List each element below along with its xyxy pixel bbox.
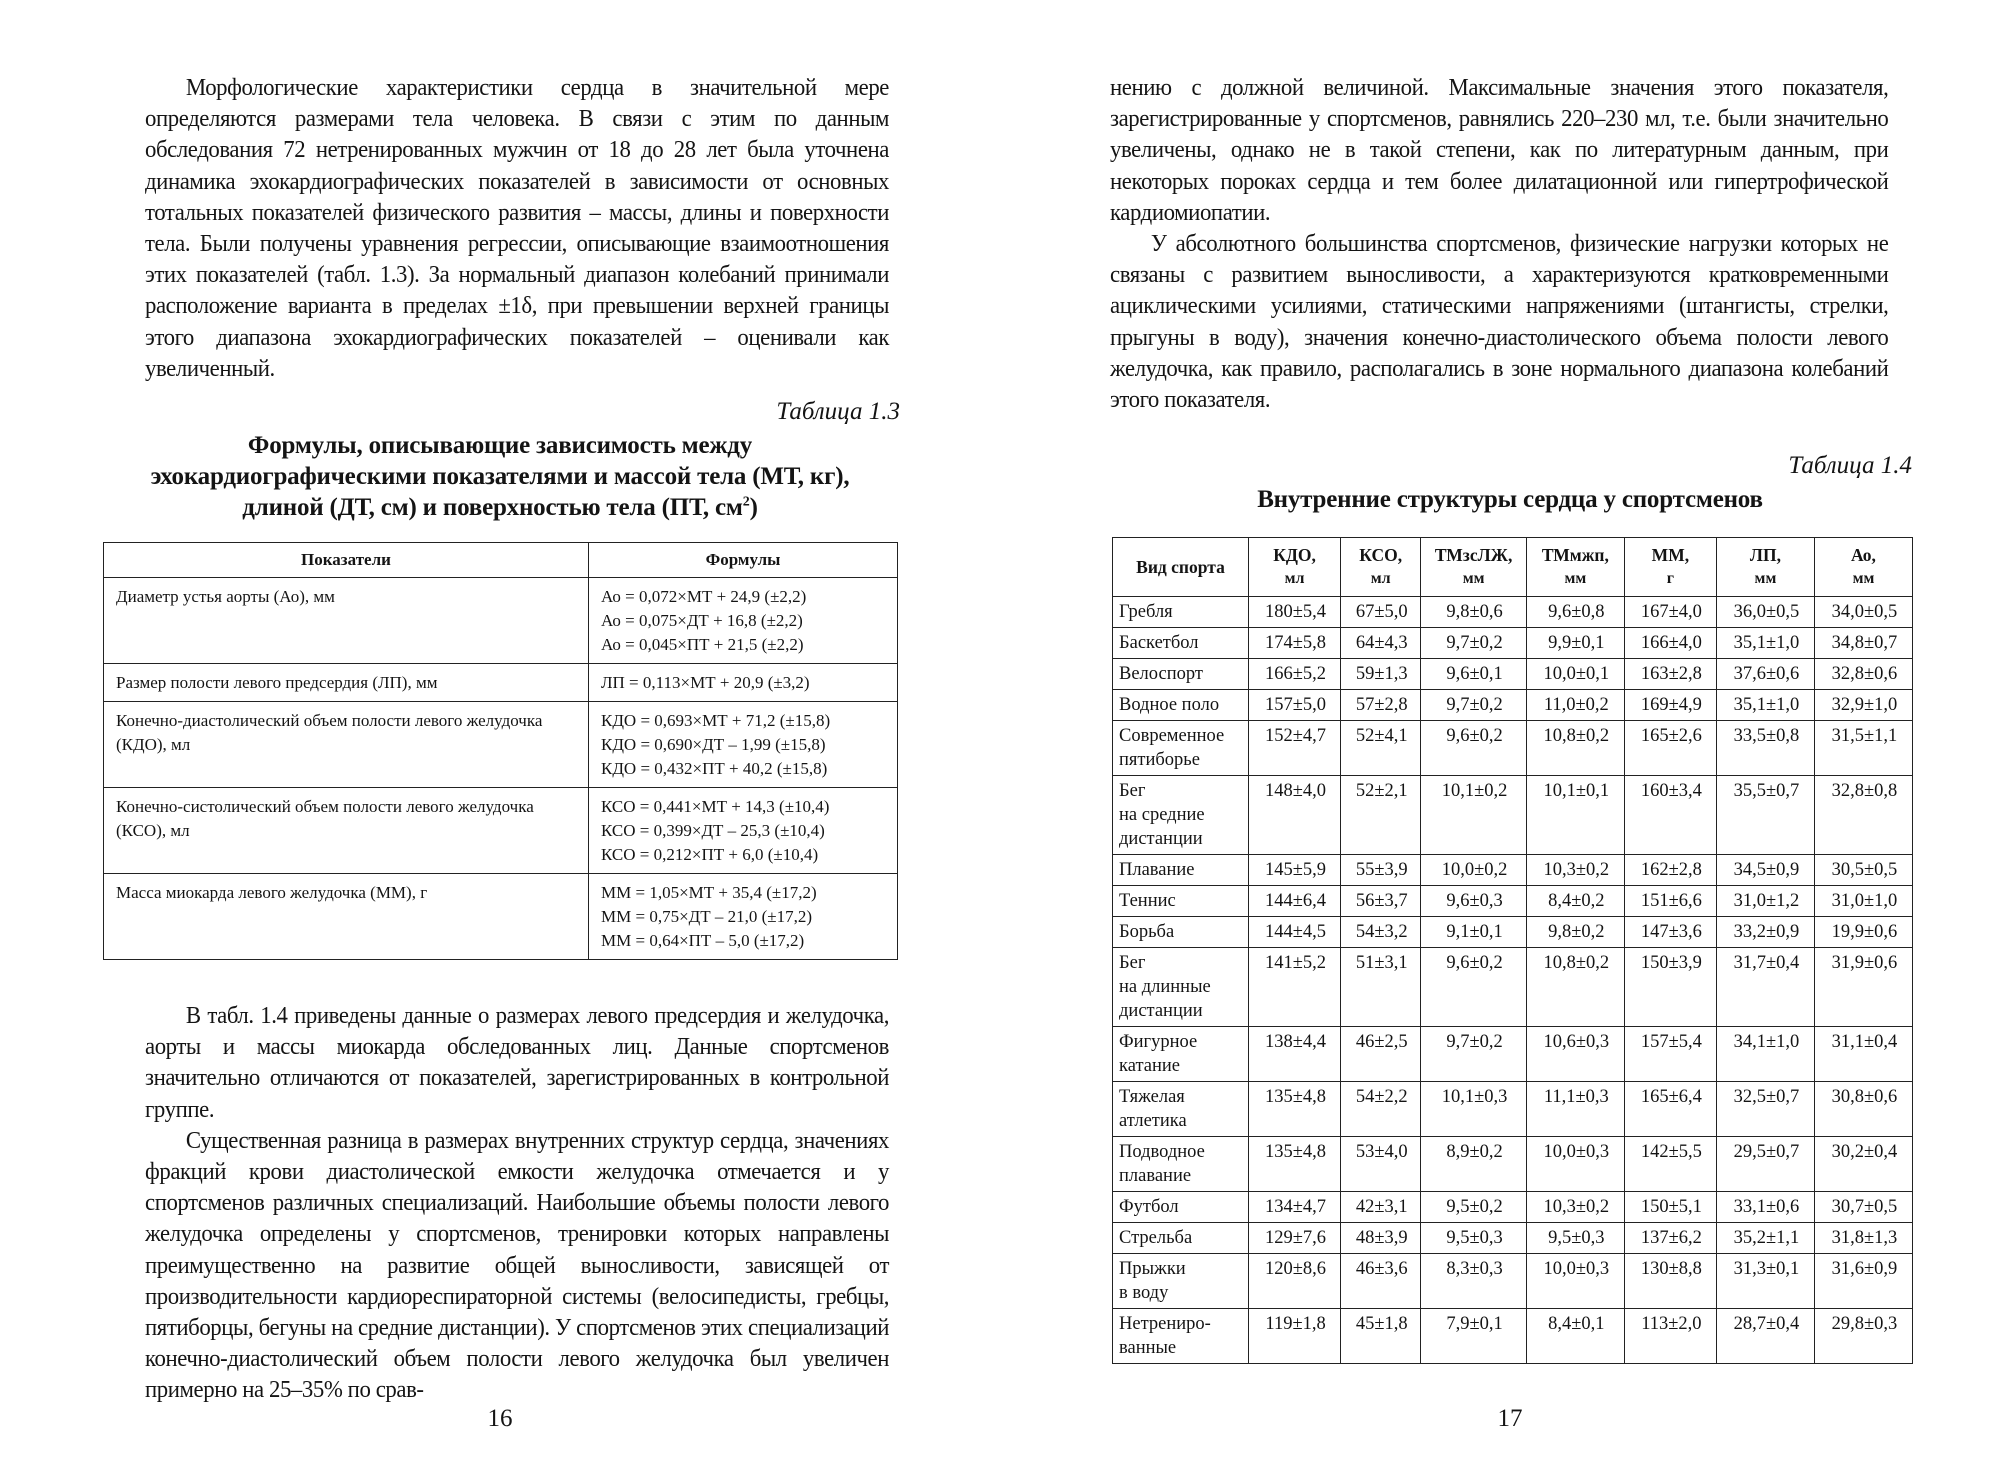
value-cell: 120±8,6 (1249, 1254, 1341, 1309)
table-title-line: эхокардиографическими показателями и массой тела (МТ, кг), (150, 463, 850, 490)
value-cell: 163±2,8 (1624, 659, 1716, 690)
sport-cell (1113, 628, 1249, 659)
sport-cell (1113, 1192, 1249, 1223)
table-title-line (100, 492, 900, 523)
value-cell: 134±4,7 (1249, 1192, 1341, 1223)
value-cell: 9,9±0,1 (1526, 628, 1624, 659)
value-cell: 157±5,0 (1249, 690, 1341, 721)
value-cell: 64±4,3 (1341, 628, 1421, 659)
value-cell: 30,5±0,5 (1814, 855, 1912, 886)
table-row (1113, 690, 1913, 721)
value-cell: 32,5±0,7 (1716, 1082, 1814, 1137)
sport-name-line: Подводное (1119, 1142, 1205, 1162)
sport-name-line: плавание (1119, 1166, 1192, 1186)
sport-name-line: Баскетбол (1119, 633, 1199, 653)
sport-name-line: атлетика (1119, 1111, 1187, 1131)
table-row (1113, 628, 1913, 659)
value-cell: 167±4,0 (1624, 597, 1716, 628)
sport-cell (1113, 1223, 1249, 1254)
value-cell: 34,8±0,7 (1814, 628, 1912, 659)
value-cell: 29,5±0,7 (1716, 1137, 1814, 1192)
table-body (104, 578, 898, 960)
sport-name-line: Велоспорт (1119, 664, 1203, 684)
value-cell: 9,6±0,2 (1421, 721, 1526, 776)
value-cell: 11,1±0,3 (1526, 1082, 1624, 1137)
indicator-cell: Диаметр устья аорты (Ао), мм (104, 578, 589, 664)
formula-cell (589, 788, 898, 874)
value-cell: 48±3,9 (1341, 1223, 1421, 1254)
value-cell: 56±3,7 (1341, 886, 1421, 917)
value-cell: 129±7,6 (1249, 1223, 1341, 1254)
formula: Ао = 0,045×ПТ + 21,5 (±2,2) (601, 635, 804, 654)
header-unit: мм (1852, 570, 1875, 587)
table-1-4-label: Таблица 1.4 (1788, 452, 1912, 479)
header-unit: мм (1462, 570, 1485, 587)
value-cell: 165±2,6 (1624, 721, 1716, 776)
value-cell: 30,2±0,4 (1814, 1137, 1912, 1192)
sport-name-line: на длинные (1119, 977, 1211, 997)
table-row (1113, 597, 1913, 628)
sport-cell (1113, 948, 1249, 1027)
value-cell: 9,7±0,2 (1421, 1027, 1526, 1082)
formula-cell (589, 874, 898, 960)
value-cell: 162±2,8 (1624, 855, 1716, 886)
value-cell: 31,7±0,4 (1716, 948, 1814, 1027)
table-row (1113, 1082, 1913, 1137)
value-cell: 32,9±1,0 (1814, 690, 1912, 721)
value-cell: 33,2±0,9 (1716, 917, 1814, 948)
value-cell: 9,7±0,2 (1421, 690, 1526, 721)
sport-name-line: пятиборье (1119, 750, 1200, 770)
value-cell: 151±6,6 (1624, 886, 1716, 917)
value-cell: 165±6,4 (1624, 1082, 1716, 1137)
indicator-cell: Конечно-систолический объем полости левого желудочка (КСО), мл (104, 788, 589, 874)
sport-cell (1113, 1137, 1249, 1192)
value-cell: 10,3±0,2 (1526, 855, 1624, 886)
value-cell: 113±2,0 (1624, 1309, 1716, 1364)
value-cell: 11,0±0,2 (1526, 690, 1624, 721)
header-unit: мл (1370, 570, 1391, 587)
indicator-cell: Размер полости левого предсердия (ЛП), мм (104, 664, 589, 702)
table-1-3 (103, 542, 898, 960)
formula: КДО = 0,432×ПТ + 40,2 (±15,8) (601, 759, 828, 778)
value-cell: 180±5,4 (1249, 597, 1341, 628)
table-row (104, 664, 898, 702)
value-cell: 166±4,0 (1624, 628, 1716, 659)
column-header (1421, 538, 1526, 597)
formula: Ао = 0,072×МТ + 24,9 (±2,2) (601, 587, 807, 606)
value-cell: 10,0±0,2 (1421, 855, 1526, 886)
paragraph: Существенная разница в размерах внутренних структур сердца, значениях фракций крови диастолической емкости желудочка отмечается и у спортсменов различных специализаций. Наибольшие объемы полости левого желудочка определены у спортсменов, тренировки которых направлены преимущественно на развитие общей выносливости, зависящей от производительности кардиореспираторной системы (велосипедисты, гребцы, пятиборцы, бегуны на средние дистанции). У спортсменов этих специализаций конечно-диастолический объем полости левого желудочка был увеличен примерно на 25–35% по срав- (145, 1126, 890, 1404)
table-row (1113, 948, 1913, 1027)
sport-cell (1113, 721, 1249, 776)
value-cell: 51±3,1 (1341, 948, 1421, 1027)
table-1-4 (1112, 537, 1913, 1364)
value-cell: 152±4,7 (1249, 721, 1341, 776)
value-cell: 10,1±0,1 (1526, 776, 1624, 855)
value-cell: 31,5±1,1 (1814, 721, 1912, 776)
value-cell: 33,5±0,8 (1716, 721, 1814, 776)
table-1-3-label: Таблица 1.3 (776, 398, 900, 425)
indicator-cell: Конечно-диастолический объем полости левого желудочка (КДО), мл (104, 702, 589, 788)
value-cell: 45±1,8 (1341, 1309, 1421, 1364)
table-header-row (1113, 538, 1913, 597)
formula-cell (589, 578, 898, 664)
value-cell: 9,6±0,1 (1421, 659, 1526, 690)
table-header-row (104, 543, 898, 578)
value-cell: 10,6±0,3 (1526, 1027, 1624, 1082)
value-cell: 28,7±0,4 (1716, 1309, 1814, 1364)
page-number: 17 (1497, 1405, 1523, 1432)
value-cell: 31,0±1,0 (1814, 886, 1912, 917)
value-cell: 10,8±0,2 (1526, 721, 1624, 776)
table-row (1113, 855, 1913, 886)
column-header: Формулы (589, 543, 898, 578)
value-cell: 10,0±0,1 (1526, 659, 1624, 690)
value-cell: 9,5±0,3 (1526, 1223, 1624, 1254)
value-cell: 37,6±0,6 (1716, 659, 1814, 690)
value-cell: 137±6,2 (1624, 1223, 1716, 1254)
value-cell: 35,1±1,0 (1716, 690, 1814, 721)
value-cell: 8,3±0,3 (1421, 1254, 1526, 1309)
value-cell: 8,9±0,2 (1421, 1137, 1526, 1192)
table-row (1113, 1192, 1913, 1223)
sport-name-line: Нетрениро- (1119, 1314, 1211, 1334)
value-cell: 9,8±0,6 (1421, 597, 1526, 628)
value-cell: 174±5,8 (1249, 628, 1341, 659)
sport-cell (1113, 659, 1249, 690)
value-cell: 148±4,0 (1249, 776, 1341, 855)
value-cell: 31,0±1,2 (1716, 886, 1814, 917)
value-cell: 31,6±0,9 (1814, 1254, 1912, 1309)
table-row (104, 578, 898, 664)
paragraph: нению с должной величиной. Максимальные значения этого показателя, зарегистрированные у спортсменов, равнялись 220–230 мл, т.е. были значительно увеличены, однако не в такой степени, как по литературным данным, при некоторых пороках сердца и тем более дилатационной или гипертрофической кардиомиопатии. (1110, 74, 1889, 226)
value-cell: 9,7±0,2 (1421, 628, 1526, 659)
value-cell: 46±2,5 (1341, 1027, 1421, 1082)
value-cell: 10,1±0,3 (1421, 1082, 1526, 1137)
header-line: ТМзсЛЖ, (1434, 545, 1513, 565)
right-upper-text (1110, 72, 1888, 415)
paragraph: У абсолютного большинства спортсменов, физические нагрузки которых не связаны с развитием выносливости, а характеризуются кратковременными ациклическими усилиями, статическими напряжениями (штангисты, стрелки, прыгуны в воду), значения конечно-диастолического объема полости левого желудочка, как правило, располагались в зоне нормального диапазона колебаний этого показателя. (1110, 230, 1889, 414)
column-header (1624, 538, 1716, 597)
table-row (104, 702, 898, 788)
column-header (1814, 538, 1912, 597)
value-cell: 138±4,4 (1249, 1027, 1341, 1082)
value-cell: 35,2±1,1 (1716, 1223, 1814, 1254)
value-cell: 53±4,0 (1341, 1137, 1421, 1192)
value-cell: 33,1±0,6 (1716, 1192, 1814, 1223)
formula: КСО = 0,399×ДТ – 25,3 (±10,4) (601, 821, 825, 840)
formula: КСО = 0,212×ПТ + 6,0 (±10,4) (601, 845, 819, 864)
table-row (1113, 1254, 1913, 1309)
sport-name-line: Прыжки (1119, 1259, 1186, 1279)
table-1-4-title: Внутренние структуры сердца у спортсменов (1257, 486, 1763, 513)
value-cell: 135±4,8 (1249, 1082, 1341, 1137)
value-cell: 34,0±0,5 (1814, 597, 1912, 628)
table-row (1113, 1223, 1913, 1254)
sport-name-line: Тяжелая (1119, 1087, 1185, 1107)
value-cell: 144±4,5 (1249, 917, 1341, 948)
header-line: ЛП, (1749, 545, 1781, 565)
formula-cell (589, 702, 898, 788)
sport-name-line: ванные (1119, 1338, 1177, 1358)
header-unit: мм (1564, 570, 1587, 587)
value-cell: 10,8±0,2 (1526, 948, 1624, 1027)
table-row (1113, 1137, 1913, 1192)
value-cell: 31,8±1,3 (1814, 1223, 1912, 1254)
sport-name-line: в воду (1119, 1283, 1169, 1303)
value-cell: 32,8±0,6 (1814, 659, 1912, 690)
indicator-cell: Масса миокарда левого желудочка (ММ), г (104, 874, 589, 960)
sport-column-header (1113, 538, 1249, 597)
paragraph: В табл. 1.4 приведены данные о размерах левого предсердия и желудочка, аорты и массы миокарда обследованных лиц. Данные спортсменов значительно отличаются от показателей, зарегистрированных в контрольной группе. (145, 1002, 890, 1123)
header-line: ТМмжп, (1541, 545, 1609, 565)
sport-name-line: Бег (1119, 781, 1146, 801)
value-cell: 150±3,9 (1624, 948, 1716, 1027)
sport-name-line: Бег (1119, 953, 1146, 973)
table-row (1113, 659, 1913, 690)
value-cell: 9,5±0,2 (1421, 1192, 1526, 1223)
sport-name-line: дистанции (1119, 1001, 1203, 1021)
formula: ММ = 0,75×ДТ – 21,0 (±17,2) (601, 907, 813, 926)
value-cell: 144±6,4 (1249, 886, 1341, 917)
value-cell: 34,5±0,9 (1716, 855, 1814, 886)
value-cell: 30,8±0,6 (1814, 1082, 1912, 1137)
table-row (1113, 776, 1913, 855)
value-cell: 166±5,2 (1249, 659, 1341, 690)
value-cell: 19,9±0,6 (1814, 917, 1912, 948)
table-row (1113, 1027, 1913, 1082)
sport-cell (1113, 1309, 1249, 1364)
sport-cell (1113, 776, 1249, 855)
column-header (1526, 538, 1624, 597)
sport-name-line: Водное поло (1119, 695, 1220, 715)
column-header (1716, 538, 1814, 597)
value-cell: 9,6±0,8 (1526, 597, 1624, 628)
value-cell: 142±5,5 (1624, 1137, 1716, 1192)
table-1-3-title (100, 430, 900, 523)
value-cell: 34,1±1,0 (1716, 1027, 1814, 1082)
header-line: ММ, (1651, 545, 1690, 565)
value-cell: 9,6±0,2 (1421, 948, 1526, 1027)
value-cell: 145±5,9 (1249, 855, 1341, 886)
value-cell: 130±8,8 (1624, 1254, 1716, 1309)
value-cell: 10,0±0,3 (1526, 1137, 1624, 1192)
value-cell: 9,6±0,3 (1421, 886, 1526, 917)
value-cell: 42±3,1 (1341, 1192, 1421, 1223)
title-text: ) (749, 494, 758, 521)
column-header: Показатели (104, 543, 589, 578)
value-cell: 57±2,8 (1341, 690, 1421, 721)
value-cell: 35,5±0,7 (1716, 776, 1814, 855)
sport-cell (1113, 1027, 1249, 1082)
formula: Ао = 0,075×ДТ + 16,8 (±2,2) (601, 611, 803, 630)
value-cell: 29,8±0,3 (1814, 1309, 1912, 1364)
table-row (104, 788, 898, 874)
formula-cell (589, 664, 898, 702)
sport-name-line: Фигурное (1119, 1032, 1198, 1052)
value-cell: 157±5,4 (1624, 1027, 1716, 1082)
sport-cell (1113, 886, 1249, 917)
value-cell: 169±4,9 (1624, 690, 1716, 721)
sport-name-line: дистанции (1119, 829, 1203, 849)
value-cell: 35,1±1,0 (1716, 628, 1814, 659)
value-cell: 52±2,1 (1341, 776, 1421, 855)
sport-name-line: Гребля (1119, 602, 1173, 622)
column-header (1249, 538, 1341, 597)
value-cell: 9,5±0,3 (1421, 1223, 1526, 1254)
sport-name-line: Футбол (1119, 1197, 1179, 1217)
formula: КСО = 0,441×МТ + 14,3 (±10,4) (601, 797, 830, 816)
left-intro-text (145, 72, 889, 384)
sport-name-line: Стрельба (1119, 1228, 1193, 1248)
value-cell: 160±3,4 (1624, 776, 1716, 855)
value-cell: 9,8±0,2 (1526, 917, 1624, 948)
value-cell: 30,7±0,5 (1814, 1192, 1912, 1223)
table-row (1113, 1309, 1913, 1364)
sport-name-line: Плавание (1119, 860, 1195, 880)
header-line: Ао, (1851, 545, 1876, 565)
value-cell: 147±3,6 (1624, 917, 1716, 948)
table-title-line: Формулы, описывающие зависимость между (247, 432, 753, 459)
header-line: КСО, (1359, 545, 1403, 565)
value-cell: 36,0±0,5 (1716, 597, 1814, 628)
value-cell: 10,1±0,2 (1421, 776, 1526, 855)
value-cell: 150±5,1 (1624, 1192, 1716, 1223)
value-cell: 8,4±0,1 (1526, 1309, 1624, 1364)
sport-cell (1113, 917, 1249, 948)
value-cell: 46±3,6 (1341, 1254, 1421, 1309)
header-unit: г (1666, 570, 1675, 587)
table-body (1113, 597, 1913, 1364)
value-cell: 10,0±0,3 (1526, 1254, 1624, 1309)
value-cell: 135±4,8 (1249, 1137, 1341, 1192)
sport-name-line: Борьба (1119, 922, 1175, 942)
sport-name-line: катание (1119, 1056, 1180, 1076)
value-cell: 52±4,1 (1341, 721, 1421, 776)
sport-cell (1113, 1082, 1249, 1137)
table-row (1113, 886, 1913, 917)
header-unit: мм (1754, 570, 1777, 587)
left-lower-text (145, 1000, 889, 1406)
sport-cell (1113, 690, 1249, 721)
formula: ЛП = 0,113×МТ + 20,9 (±3,2) (601, 673, 810, 692)
sport-cell (1113, 1254, 1249, 1309)
value-cell: 8,4±0,2 (1526, 886, 1624, 917)
table-row (1113, 917, 1913, 948)
paragraph: Морфологические характеристики сердца в значительной мере определяются размерами тела человека. В связи с этим по данным обследования 72 нетренированных мужчин от 18 до 28 лет была уточнена динамика эхокардиографических показателей в зависимости от основных тотальных показателей физического развития – массы, длины и поверхности тела. Были получены уравнения регрессии, описывающие взаимоотношения этих показателей (табл. 1.3). За нормальный диапазон колебаний принимали расположение варианта в пределах ±1δ, при превышении верхней границы этого диапазона эхокардиографических показателей – оценивали как увеличенный. (145, 74, 890, 382)
value-cell: 31,9±0,6 (1814, 948, 1912, 1027)
value-cell: 54±2,2 (1341, 1082, 1421, 1137)
value-cell: 7,9±0,1 (1421, 1309, 1526, 1364)
formula: КДО = 0,690×ДТ – 1,99 (±15,8) (601, 735, 826, 754)
formula: КДО = 0,693×МТ + 71,2 (±15,8) (601, 711, 831, 730)
formula: ММ = 0,64×ПТ – 5,0 (±17,2) (601, 931, 805, 950)
value-cell: 9,1±0,1 (1421, 917, 1526, 948)
header-line: КДО, (1273, 545, 1316, 565)
sport-cell (1113, 855, 1249, 886)
sport-name-line: на средние (1119, 805, 1205, 825)
sport-cell (1113, 597, 1249, 628)
value-cell: 59±1,3 (1341, 659, 1421, 690)
value-cell: 55±3,9 (1341, 855, 1421, 886)
value-cell: 10,3±0,2 (1526, 1192, 1624, 1223)
sport-name-line: Теннис (1119, 891, 1176, 911)
value-cell: 31,3±0,1 (1716, 1254, 1814, 1309)
formula: ММ = 1,05×МТ + 35,4 (±17,2) (601, 883, 817, 902)
sport-name-line: Современное (1119, 726, 1225, 746)
page-number: 16 (487, 1405, 513, 1432)
header-unit: мл (1284, 570, 1305, 587)
superscript: 2 (742, 494, 750, 510)
value-cell: 67±5,0 (1341, 597, 1421, 628)
column-header (1341, 538, 1421, 597)
value-cell: 141±5,2 (1249, 948, 1341, 1027)
header-line: Вид спорта (1136, 557, 1225, 577)
value-cell: 54±3,2 (1341, 917, 1421, 948)
value-cell: 119±1,8 (1249, 1309, 1341, 1364)
title-text: длиной (ДТ, см) и поверхностью тела (ПТ, см (242, 494, 743, 521)
table-row (1113, 721, 1913, 776)
table-row (104, 874, 898, 960)
value-cell: 31,1±0,4 (1814, 1027, 1912, 1082)
value-cell: 32,8±0,8 (1814, 776, 1912, 855)
